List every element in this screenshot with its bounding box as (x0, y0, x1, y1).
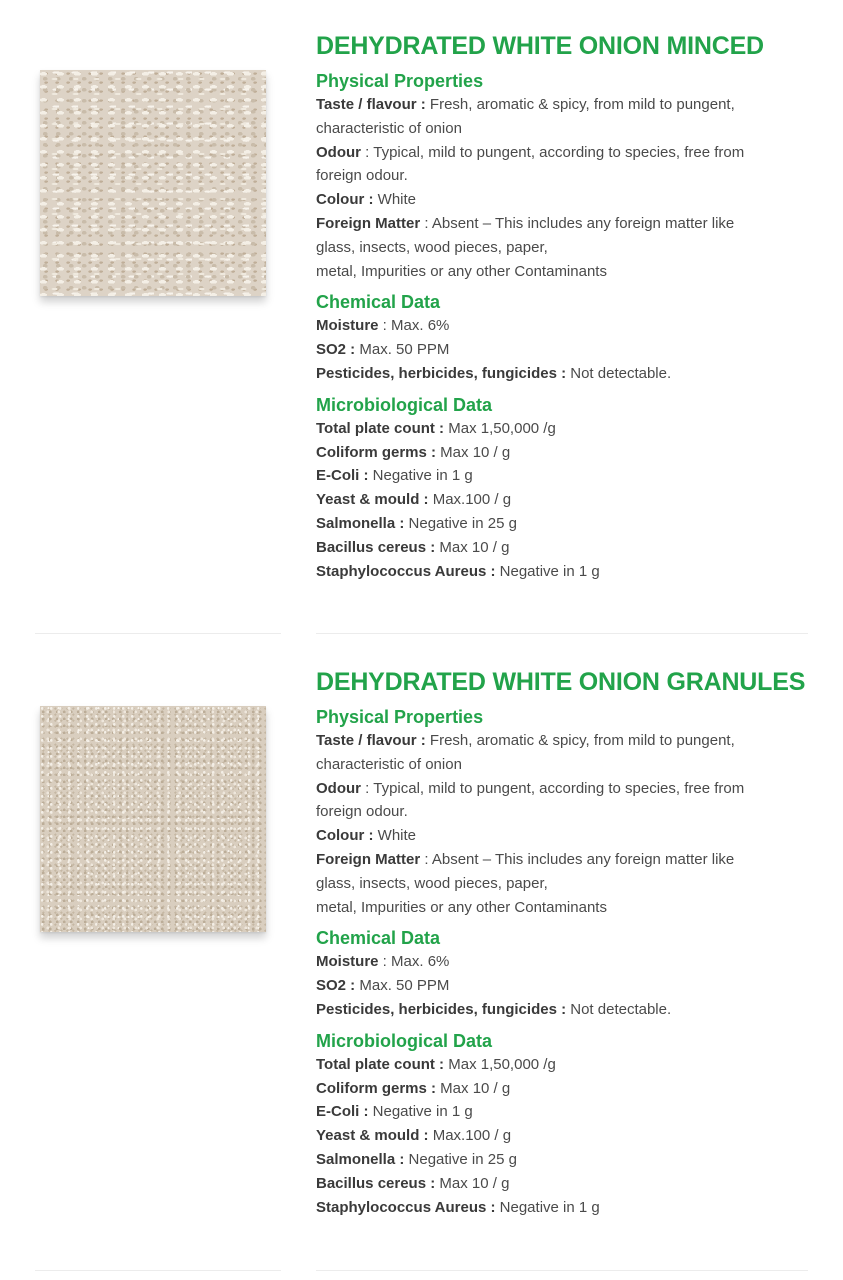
pesticides-row: Pesticides, herbicides, fungicides : Not detectable. (316, 364, 672, 382)
bacillus-row: Bacillus cereus : Max 10 / g (316, 1174, 510, 1192)
staphylococcus-row: Staphylococcus Aureus : Negative in 1 g (316, 1198, 600, 1216)
ecoli-row: E-Coli : Negative in 1 g (316, 1103, 473, 1121)
taste-row: Taste / flavour : Fresh, aromatic & spicy, from mild to pungent, (316, 732, 735, 749)
odour-continued: foreign odour. (316, 167, 408, 185)
so2-row: SO2 : Max. 50 PPM (316, 977, 450, 995)
odour-row: Odour : Typical, mild to pungent, according to species, free from (316, 143, 745, 161)
total-plate-count-row: Total plate count : Max 1,50,000 /g (316, 419, 556, 437)
salmonella-row: Salmonella : Negative in 25 g (316, 514, 517, 532)
microbiological-data-heading: Microbiological Data (316, 1030, 493, 1051)
divider-right-bottom (316, 1270, 808, 1271)
product-title: DEHYDRATED WHITE ONION GRANULES (316, 668, 806, 696)
product-title: DEHYDRATED WHITE ONION MINCED (316, 32, 764, 60)
moisture-row: Moisture : Max. 6% (316, 317, 450, 335)
product-image-minced (40, 70, 266, 296)
product-details-granules (316, 667, 816, 1219)
divider-left (35, 633, 281, 634)
granules-onion-photo (40, 706, 266, 932)
foreign-matter-continued: glass, insects, wood pieces, paper, (316, 238, 548, 256)
foreign-matter-continued: metal, Impurities or any other Contaminants (316, 898, 607, 916)
coliform-row: Coliform germs : Max 10 / g (316, 1079, 511, 1097)
colour-row: Colour : White (316, 827, 417, 845)
divider-right (316, 633, 808, 634)
moisture-row: Moisture : Max. 6% (316, 953, 450, 971)
so2-row: SO2 : Max. 50 PPM (316, 341, 450, 359)
taste-row: Taste / flavour : Fresh, aromatic & spicy, from mild to pungent, (316, 96, 735, 113)
ecoli-row: E-Coli : Negative in 1 g (316, 467, 473, 485)
yeast-mould-row: Yeast & mould : Max.100 / g (316, 491, 512, 509)
odour-row: Odour : Typical, mild to pungent, according to species, free from (316, 779, 745, 797)
salmonella-row: Salmonella : Negative in 25 g (316, 1150, 517, 1168)
minced-onion-photo (40, 70, 266, 296)
coliform-row: Coliform germs : Max 10 / g (316, 443, 511, 461)
taste-continued: characteristic of onion (316, 755, 462, 773)
total-plate-count-row: Total plate count : Max 1,50,000 /g (316, 1055, 556, 1073)
foreign-matter-continued: glass, insects, wood pieces, paper, (316, 874, 548, 892)
pesticides-row: Pesticides, herbicides, fungicides : Not detectable. (316, 1000, 672, 1018)
physical-properties-heading: Physical Properties (316, 707, 484, 727)
yeast-mould-row: Yeast & mould : Max.100 / g (316, 1127, 512, 1145)
product-image-granules (40, 706, 266, 932)
colour-row: Colour : White (316, 191, 417, 209)
microbiological-data-heading: Microbiological Data (316, 394, 493, 415)
foreign-matter-row: Foreign Matter : Absent – This includes any foreign matter like (316, 214, 735, 232)
bacillus-row: Bacillus cereus : Max 10 / g (316, 538, 510, 556)
taste-continued: characteristic of onion (316, 119, 462, 137)
chemical-data-heading: Chemical Data (316, 292, 441, 313)
divider-left-bottom (35, 1270, 281, 1271)
physical-properties-heading: Physical Properties (316, 71, 484, 91)
chemical-data-heading: Chemical Data (316, 928, 441, 949)
foreign-matter-continued: metal, Impurities or any other Contaminants (316, 262, 607, 280)
odour-continued: foreign odour. (316, 803, 408, 821)
product-details-minced (316, 31, 816, 583)
foreign-matter-row: Foreign Matter : Absent – This includes any foreign matter like (316, 850, 735, 868)
staphylococcus-row: Staphylococcus Aureus : Negative in 1 g (316, 562, 600, 580)
